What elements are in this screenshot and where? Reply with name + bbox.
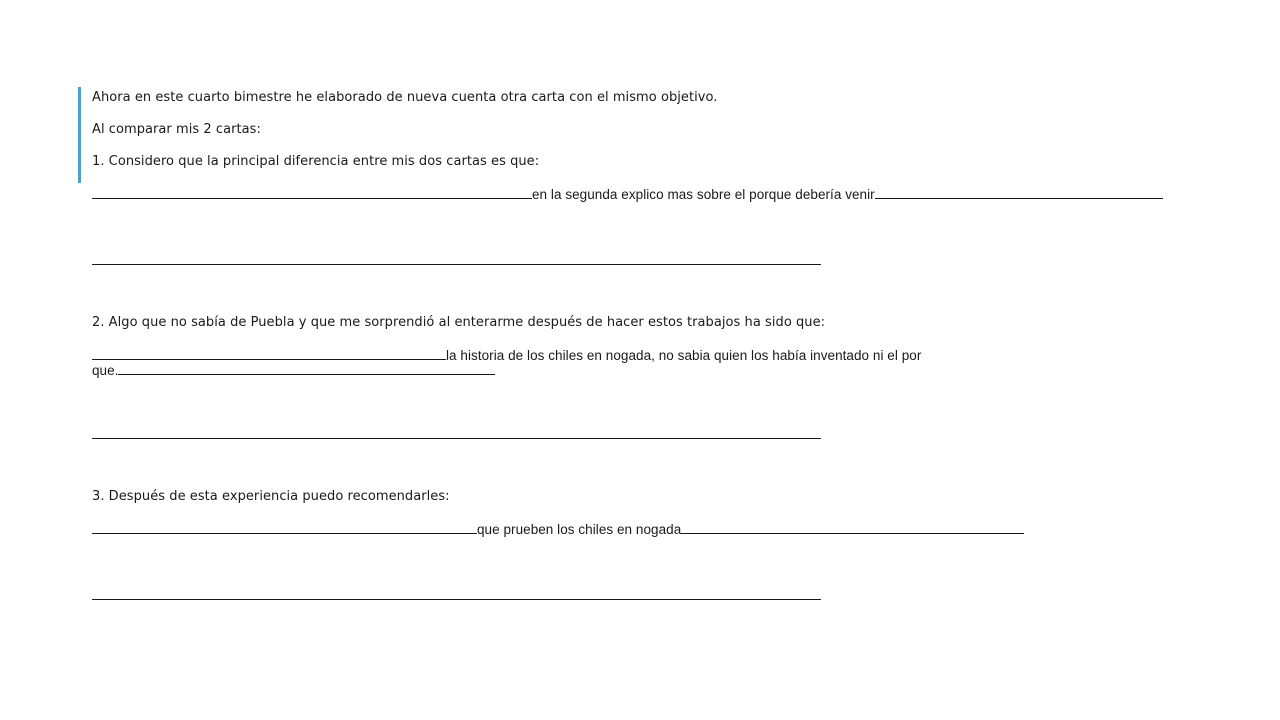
blank-right: [681, 521, 1024, 534]
question-3-answer-line[interactable]: [92, 521, 1024, 539]
blank-left: [92, 347, 446, 360]
accent-bar: [78, 87, 81, 183]
blank-left: [92, 186, 532, 199]
question-3-answer: que prueben los chiles en nogada: [477, 522, 682, 537]
answer-line-2b[interactable]: [92, 438, 821, 439]
answer-line-3b[interactable]: [92, 599, 821, 600]
question-1-prompt: 1. Considero que la principal diferencia entre mis dos cartas es que:: [92, 154, 540, 169]
question-2-answer-part1: la historia de los chiles en nogada, no sabia quien los había inventado ni el por: [446, 348, 922, 363]
question-2-answer-part2: que.: [92, 363, 119, 378]
intro-line-2: Al comparar mis 2 cartas:: [92, 122, 261, 137]
blank-right: [875, 186, 1163, 199]
question-2-prompt: 2. Algo que no sabía de Puebla y que me sorprendió al enterarme después de hacer estos trabajos ha sido que:: [92, 315, 826, 330]
question-1-answer-line[interactable]: [92, 186, 1163, 204]
blank-left: [92, 521, 477, 534]
blank-right: [118, 362, 495, 375]
answer-line-1b[interactable]: [92, 264, 821, 265]
question-3-prompt: 3. Después de esta experiencia puedo recomendarles:: [92, 489, 450, 504]
question-2-answer-line-2[interactable]: [92, 362, 495, 380]
question-1-answer: en la segunda explico mas sobre el porque debería venir: [532, 187, 875, 202]
intro-line-1: Ahora en este cuarto bimestre he elaborado de nueva cuenta otra carta con el mismo objetivo.: [92, 90, 718, 105]
